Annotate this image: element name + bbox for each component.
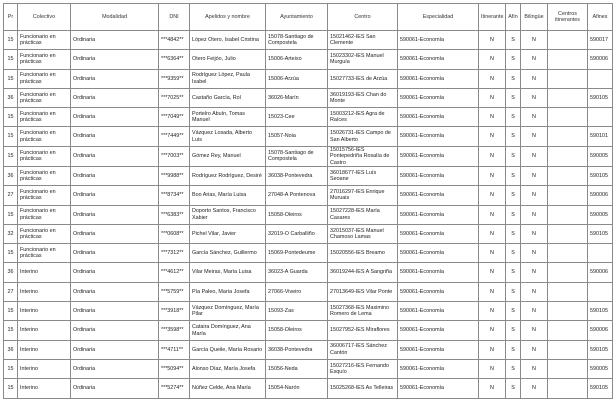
cell-ayuntamiento: 27066-Viveiro: [266, 282, 328, 301]
cell-modalidad: Ordinaria: [71, 127, 159, 146]
cell-dni: ***6364**: [159, 50, 190, 69]
cell-dni: ***4842**: [159, 31, 190, 50]
cell-modalidad: Ordinaria: [71, 167, 159, 186]
header-apelidos-nombre: Apelidos y nombre: [190, 4, 266, 31]
cell-centros-itinerantes: [548, 302, 588, 321]
cell-itinerante: N: [479, 127, 506, 146]
cell-ayuntamiento: 15078-Santiago de Compostela: [266, 31, 328, 50]
cell-bilingue: N: [521, 302, 548, 321]
cell-apelidos-nombre: Pía Paleo, María Josefa: [190, 282, 266, 301]
cell-apelidos-nombre: Vilar Meiras, María Luisa: [190, 263, 266, 282]
cell-especialidad: 590061-Economía: [398, 108, 479, 127]
cell-ayuntamiento: 15054-Narón: [266, 379, 328, 398]
table-body: [4, 31, 613, 399]
cell-centros-itinerantes: [548, 108, 588, 127]
cell-dni: ***7003**: [159, 146, 190, 166]
cell-afines: 590017: [588, 31, 613, 50]
header-row: [4, 4, 613, 31]
header-modalidad: Modalidad: [71, 4, 159, 31]
cell-apelidos-nombre: Rodríguez López, Paula Isabel: [190, 69, 266, 88]
cell-ayuntamiento: 27048-A Pontenova: [266, 186, 328, 205]
cell-especialidad: 590061-Economía: [398, 282, 479, 301]
table-row: [4, 146, 613, 166]
cell-modalidad: Ordinaria: [71, 224, 159, 243]
cell-afines: [588, 244, 613, 263]
cell-ayuntamiento: 15093-Zas: [266, 302, 328, 321]
cell-afin: S: [506, 321, 521, 340]
cell-dni: ***5094**: [159, 359, 190, 378]
cell-bilingue: N: [521, 282, 548, 301]
cell-centro: 15020556-IES Breamo: [328, 244, 398, 263]
cell-afines: 590105: [588, 302, 613, 321]
cell-centro: 15026731-IES Campo de San Alberto: [328, 127, 398, 146]
cell-pr: 15: [4, 69, 18, 88]
cell-afin: S: [506, 88, 521, 107]
cell-afines: 590105: [588, 379, 613, 398]
cell-dni: ***9359**: [159, 69, 190, 88]
cell-centros-itinerantes: [548, 186, 588, 205]
cell-itinerante: N: [479, 359, 506, 378]
cell-centros-itinerantes: [548, 244, 588, 263]
cell-modalidad: Ordinaria: [71, 263, 159, 282]
cell-especialidad: 590061-Economía: [398, 69, 479, 88]
cell-bilingue: N: [521, 205, 548, 224]
header-bilingue: Bilingüe: [521, 4, 548, 31]
cell-afin: S: [506, 263, 521, 282]
cell-centros-itinerantes: [548, 282, 588, 301]
table-row: [4, 244, 613, 263]
cell-centros-itinerantes: [548, 146, 588, 166]
cell-modalidad: Ordinaria: [71, 379, 159, 398]
cell-dni: ***8734**: [159, 186, 190, 205]
cell-bilingue: N: [521, 50, 548, 69]
cell-pr: 27: [4, 282, 18, 301]
cell-colectivo: Interino: [18, 379, 71, 398]
table-row: [4, 282, 613, 301]
cell-centros-itinerantes: [548, 205, 588, 224]
cell-ayuntamiento: 36038-Pontevedra: [266, 340, 328, 359]
allocation-table-container: [3, 3, 612, 399]
cell-afin: S: [506, 359, 521, 378]
cell-afines: 590006: [588, 50, 613, 69]
cell-especialidad: 590061-Economía: [398, 379, 479, 398]
cell-colectivo: Interino: [18, 302, 71, 321]
cell-bilingue: N: [521, 146, 548, 166]
cell-colectivo: Interino: [18, 282, 71, 301]
header-pr: Pr: [4, 4, 18, 31]
cell-afin: S: [506, 224, 521, 243]
cell-dni: ***5759**: [159, 282, 190, 301]
allocation-table: [3, 3, 613, 399]
table-row: [4, 224, 613, 243]
cell-itinerante: N: [479, 167, 506, 186]
cell-ayuntamiento: 36026-Marín: [266, 88, 328, 107]
cell-especialidad: 590061-Economía: [398, 244, 479, 263]
cell-especialidad: 590061-Economía: [398, 50, 479, 69]
cell-especialidad: 590061-Economía: [398, 167, 479, 186]
cell-centro: 15015756-IES Pontepedriña Rosalía de Castro: [328, 146, 398, 166]
cell-bilingue: N: [521, 359, 548, 378]
table-row: [4, 321, 613, 340]
cell-afines: [588, 108, 613, 127]
cell-pr: 15: [4, 321, 18, 340]
cell-modalidad: Ordinaria: [71, 186, 159, 205]
cell-itinerante: N: [479, 205, 506, 224]
cell-ayuntamiento: 15058-Oleiros: [266, 205, 328, 224]
cell-afin: S: [506, 108, 521, 127]
cell-colectivo: Funcionario en prácticas: [18, 146, 71, 166]
cell-bilingue: N: [521, 186, 548, 205]
cell-especialidad: 590061-Economía: [398, 146, 479, 166]
cell-ayuntamiento: 15006-Arteixo: [266, 50, 328, 69]
cell-apelidos-nombre: Pichel Vilar, Javier: [190, 224, 266, 243]
cell-modalidad: Ordinaria: [71, 88, 159, 107]
cell-centros-itinerantes: [548, 127, 588, 146]
cell-afin: S: [506, 167, 521, 186]
cell-bilingue: N: [521, 379, 548, 398]
cell-centro: 36019244-IES A Sangriña: [328, 263, 398, 282]
cell-afines: 590105: [588, 340, 613, 359]
cell-centro: 36006717-IES Sánchez Cantón: [328, 340, 398, 359]
table-row: [4, 263, 613, 282]
table-row: [4, 302, 613, 321]
cell-apelidos-nombre: Boo Arias, María Luisa: [190, 186, 266, 205]
cell-dni: ***7025**: [159, 88, 190, 107]
cell-colectivo: Funcionario en prácticas: [18, 186, 71, 205]
cell-pr: 36: [4, 263, 18, 282]
cell-apelidos-nombre: Vázquez Losada, Alberto Luis: [190, 127, 266, 146]
cell-afin: S: [506, 282, 521, 301]
cell-dni: ***3918**: [159, 302, 190, 321]
cell-especialidad: 590061-Economía: [398, 224, 479, 243]
cell-pr: 15: [4, 50, 18, 69]
cell-colectivo: Funcionario en prácticas: [18, 108, 71, 127]
table-row: [4, 31, 613, 50]
cell-centros-itinerantes: [548, 321, 588, 340]
cell-itinerante: N: [479, 282, 506, 301]
cell-dni: ***0608**: [159, 224, 190, 243]
cell-afin: S: [506, 244, 521, 263]
cell-bilingue: N: [521, 167, 548, 186]
cell-colectivo: Funcionario en prácticas: [18, 50, 71, 69]
cell-bilingue: N: [521, 244, 548, 263]
cell-afines: 590101: [588, 127, 613, 146]
cell-afin: S: [506, 340, 521, 359]
cell-colectivo: Funcionario en prácticas: [18, 167, 71, 186]
cell-afines: 590006: [588, 263, 613, 282]
cell-apelidos-nombre: López Otero, Isabel Cristina: [190, 31, 266, 50]
cell-afin: S: [506, 127, 521, 146]
cell-afines: 590105: [588, 224, 613, 243]
cell-pr: 32: [4, 224, 18, 243]
cell-itinerante: N: [479, 321, 506, 340]
cell-colectivo: Funcionario en prácticas: [18, 69, 71, 88]
cell-especialidad: 590061-Economía: [398, 186, 479, 205]
cell-pr: 15: [4, 359, 18, 378]
cell-especialidad: 590061-Economía: [398, 321, 479, 340]
cell-itinerante: N: [479, 50, 506, 69]
cell-apelidos-nombre: Núñez Celde, Ana María: [190, 379, 266, 398]
cell-especialidad: 590061-Economía: [398, 127, 479, 146]
cell-itinerante: N: [479, 379, 506, 398]
cell-pr: 15: [4, 31, 18, 50]
cell-pr: 36: [4, 340, 18, 359]
cell-centro: 15023302-IES Manuel Murguía: [328, 50, 398, 69]
cell-ayuntamiento: 15056-Neda: [266, 359, 328, 378]
cell-apelidos-nombre: Gómez Rey, Manuel: [190, 146, 266, 166]
table-row: [4, 205, 613, 224]
cell-dni: ***3598**: [159, 321, 190, 340]
table-row: [4, 127, 613, 146]
cell-ayuntamiento: 15006-Arzúa: [266, 69, 328, 88]
cell-colectivo: Interino: [18, 263, 71, 282]
cell-apelidos-nombre: Otero Feijóo, Julio: [190, 50, 266, 69]
cell-especialidad: 590061-Economía: [398, 31, 479, 50]
cell-centro: 15003212-IES Agra de Raíces: [328, 108, 398, 127]
header-itinerante: Itinerante: [479, 4, 506, 31]
cell-apelidos-nombre: Vázquez Domínguez, María Pilar: [190, 302, 266, 321]
cell-modalidad: Ordinaria: [71, 50, 159, 69]
header-colectivo: Colectivo: [18, 4, 71, 31]
cell-pr: 36: [4, 88, 18, 107]
cell-bilingue: N: [521, 69, 548, 88]
cell-centros-itinerantes: [548, 167, 588, 186]
cell-afines: [588, 69, 613, 88]
header-centros-itinerantes: Centros itinerantes: [548, 4, 588, 31]
cell-centro: 36018677-IES Luís Seoane: [328, 167, 398, 186]
cell-pr: 15: [4, 302, 18, 321]
cell-dni: ***7049**: [159, 108, 190, 127]
cell-bilingue: N: [521, 263, 548, 282]
cell-centro: 15021462-IES San Clemente: [328, 31, 398, 50]
cell-pr: 15: [4, 108, 18, 127]
cell-afin: S: [506, 205, 521, 224]
table-row: [4, 167, 613, 186]
cell-pr: 36: [4, 167, 18, 186]
cell-bilingue: N: [521, 224, 548, 243]
cell-ayuntamiento: 15058-Oleiros: [266, 321, 328, 340]
cell-centro: 36019193-IES Chan do Monte: [328, 88, 398, 107]
cell-colectivo: Funcionario en prácticas: [18, 205, 71, 224]
cell-centro: 15025268-IES As Telleiras: [328, 379, 398, 398]
cell-modalidad: Ordinaria: [71, 321, 159, 340]
cell-bilingue: N: [521, 108, 548, 127]
cell-centro: 15027733-IES de Arzúa: [328, 69, 398, 88]
table-row: [4, 359, 613, 378]
cell-dni: ***7312**: [159, 244, 190, 263]
cell-bilingue: N: [521, 31, 548, 50]
cell-apelidos-nombre: Alonso Díaz, María Josefa: [190, 359, 266, 378]
cell-dni: ***4612**: [159, 263, 190, 282]
cell-centros-itinerantes: [548, 379, 588, 398]
table-row: [4, 88, 613, 107]
cell-afin: S: [506, 146, 521, 166]
cell-itinerante: N: [479, 88, 506, 107]
cell-modalidad: Ordinaria: [71, 108, 159, 127]
header-centro: Centro: [328, 4, 398, 31]
cell-colectivo: Interino: [18, 321, 71, 340]
cell-pr: 15: [4, 244, 18, 263]
cell-dni: ***5274**: [159, 379, 190, 398]
cell-centros-itinerantes: [548, 263, 588, 282]
table-row: [4, 50, 613, 69]
cell-centros-itinerantes: [548, 69, 588, 88]
cell-especialidad: 590061-Economía: [398, 263, 479, 282]
cell-apelidos-nombre: Rodríguez Rodríguez, Desiré: [190, 167, 266, 186]
cell-afines: 590005: [588, 205, 613, 224]
cell-ayuntamiento: 15023-Cee: [266, 108, 328, 127]
cell-bilingue: N: [521, 321, 548, 340]
cell-ayuntamiento: 15069-Pontedeume: [266, 244, 328, 263]
cell-dni: ***4711**: [159, 340, 190, 359]
cell-ayuntamiento: 15057-Noia: [266, 127, 328, 146]
cell-especialidad: 590061-Economía: [398, 340, 479, 359]
cell-centros-itinerantes: [548, 224, 588, 243]
cell-ayuntamiento: 36023-A Guarda: [266, 263, 328, 282]
cell-afines: 590105: [588, 167, 613, 186]
cell-afines: 590005: [588, 146, 613, 166]
header-afines: Afines: [588, 4, 613, 31]
cell-colectivo: Interino: [18, 359, 71, 378]
header-afin: Afín: [506, 4, 521, 31]
cell-bilingue: N: [521, 88, 548, 107]
cell-centros-itinerantes: [548, 50, 588, 69]
cell-colectivo: Funcionario en prácticas: [18, 244, 71, 263]
cell-itinerante: N: [479, 31, 506, 50]
cell-itinerante: N: [479, 186, 506, 205]
cell-modalidad: Ordinaria: [71, 146, 159, 166]
cell-bilingue: N: [521, 340, 548, 359]
cell-pr: 15: [4, 205, 18, 224]
cell-colectivo: Interino: [18, 340, 71, 359]
cell-centro: 27016297-IES Enrique Muruais: [328, 186, 398, 205]
cell-modalidad: Ordinaria: [71, 31, 159, 50]
cell-afin: S: [506, 69, 521, 88]
cell-centros-itinerantes: [548, 340, 588, 359]
table-row: [4, 108, 613, 127]
cell-itinerante: N: [479, 69, 506, 88]
cell-centro: 27013649-IES Vilar Ponte: [328, 282, 398, 301]
cell-modalidad: Ordinaria: [71, 340, 159, 359]
cell-modalidad: Ordinaria: [71, 244, 159, 263]
cell-pr: 15: [4, 127, 18, 146]
cell-afin: S: [506, 31, 521, 50]
cell-apelidos-nombre: Cataira Domínguez, Ana María: [190, 321, 266, 340]
cell-itinerante: N: [479, 146, 506, 166]
cell-colectivo: Funcionario en prácticas: [18, 88, 71, 107]
cell-apelidos-nombre: García Queile, María Rosario: [190, 340, 266, 359]
cell-itinerante: N: [479, 263, 506, 282]
cell-afines: [588, 282, 613, 301]
cell-pr: 15: [4, 379, 18, 398]
table-row: [4, 340, 613, 359]
cell-afines: 590006: [588, 186, 613, 205]
cell-pr: 27: [4, 186, 18, 205]
cell-apelidos-nombre: Doporto Santos, Francisco Xabier: [190, 205, 266, 224]
cell-especialidad: 590061-Economía: [398, 205, 479, 224]
cell-colectivo: Funcionario en prácticas: [18, 127, 71, 146]
cell-bilingue: N: [521, 127, 548, 146]
cell-dni: ***9988**: [159, 167, 190, 186]
cell-ayuntamiento: 15078-Santiago de Compostela: [266, 146, 328, 166]
cell-itinerante: N: [479, 302, 506, 321]
cell-pr: 15: [4, 146, 18, 166]
table-row: [4, 69, 613, 88]
cell-dni: ***7449**: [159, 127, 190, 146]
cell-ayuntamiento: 32019-O Carballiño: [266, 224, 328, 243]
cell-centros-itinerantes: [548, 31, 588, 50]
cell-modalidad: Ordinaria: [71, 282, 159, 301]
cell-centro: 32015037-IES Manuel Chamoso Lamas: [328, 224, 398, 243]
cell-modalidad: Ordinaria: [71, 69, 159, 88]
cell-centro: 15027952-IES Miraflores: [328, 321, 398, 340]
cell-afines: 590005: [588, 359, 613, 378]
table-row: [4, 379, 613, 398]
cell-centros-itinerantes: [548, 88, 588, 107]
header-ayuntamiento: Ayuntamiento: [266, 4, 328, 31]
cell-itinerante: N: [479, 340, 506, 359]
header-dni: DNI: [159, 4, 190, 31]
cell-colectivo: Funcionario en prácticas: [18, 31, 71, 50]
cell-itinerante: N: [479, 244, 506, 263]
cell-centro: 15027228-IES María Casares: [328, 205, 398, 224]
cell-afines: 590105: [588, 88, 613, 107]
table-row: [4, 186, 613, 205]
cell-afin: S: [506, 379, 521, 398]
cell-afin: S: [506, 302, 521, 321]
cell-afines: 590006: [588, 321, 613, 340]
cell-itinerante: N: [479, 108, 506, 127]
cell-apelidos-nombre: Castaño García, Rol: [190, 88, 266, 107]
cell-especialidad: 590061-Economía: [398, 359, 479, 378]
cell-apelidos-nombre: Portelro Abuín, Tomas Manuel: [190, 108, 266, 127]
cell-afin: S: [506, 50, 521, 69]
cell-apelidos-nombre: García Sánchez, Guillermo: [190, 244, 266, 263]
cell-especialidad: 590061-Economía: [398, 302, 479, 321]
cell-afin: S: [506, 186, 521, 205]
cell-modalidad: Ordinaria: [71, 302, 159, 321]
cell-itinerante: N: [479, 224, 506, 243]
cell-especialidad: 590061-Economía: [398, 88, 479, 107]
cell-centro: 15027216-IES Fernando Esquío: [328, 359, 398, 378]
cell-modalidad: Ordinaria: [71, 359, 159, 378]
cell-dni: ***6383**: [159, 205, 190, 224]
header-especialidad: Especialidad: [398, 4, 479, 31]
cell-centros-itinerantes: [548, 359, 588, 378]
cell-ayuntamiento: 36038-Pontevedra: [266, 167, 328, 186]
cell-colectivo: Funcionario en prácticas: [18, 224, 71, 243]
cell-centro: 15027368-IES Maximino Romero de Lema: [328, 302, 398, 321]
table-header: [4, 4, 613, 31]
cell-modalidad: Ordinaria: [71, 205, 159, 224]
